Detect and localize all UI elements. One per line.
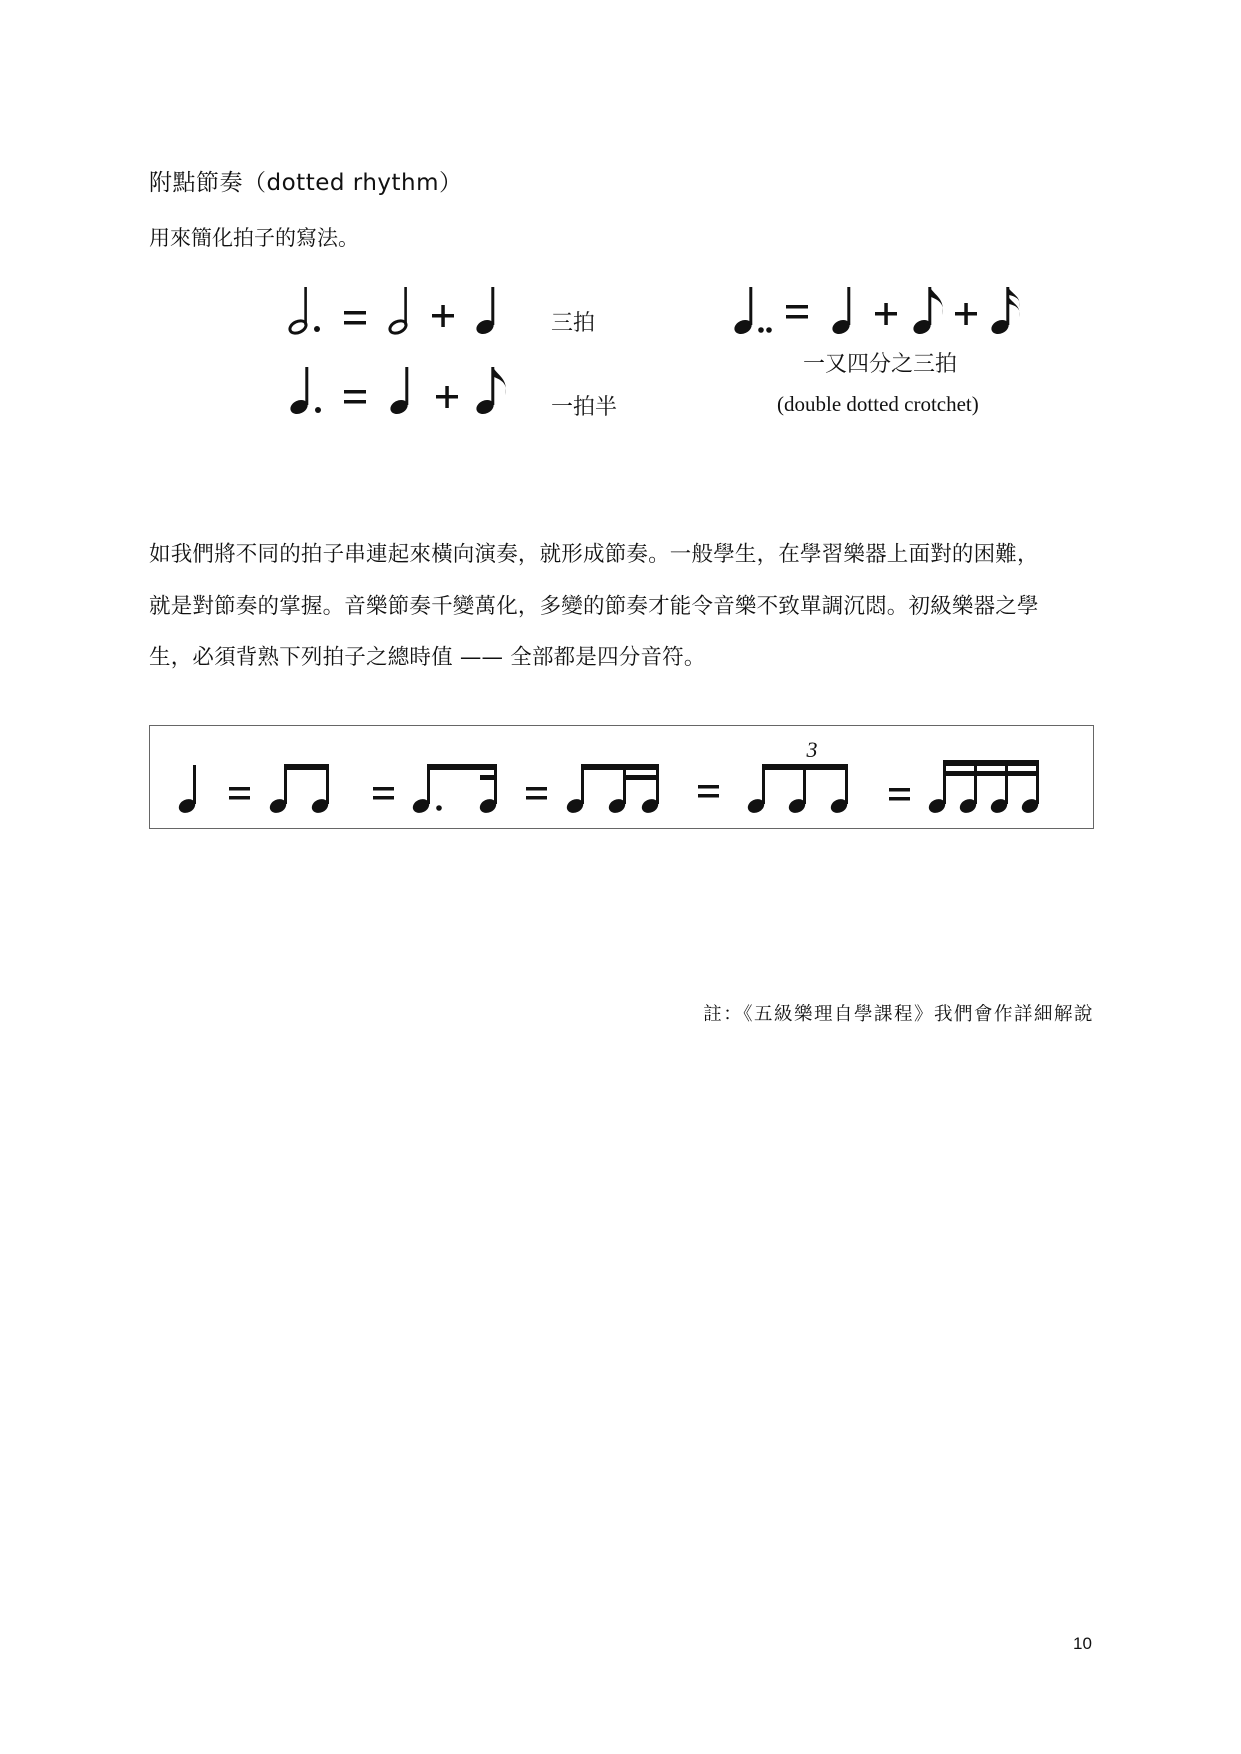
- dotted-crotchet-label: 一拍半: [551, 395, 618, 420]
- plus-sign: [432, 305, 454, 327]
- equals-sign: [373, 787, 394, 800]
- quaver-two-semiquavers: [565, 764, 661, 815]
- section-heading: 附點節奏（dotted rhythm）: [149, 170, 463, 196]
- dotted-minim-note: [288, 287, 320, 336]
- double-dotted-crotchet-note: [732, 287, 772, 337]
- plus-sign: [436, 386, 458, 408]
- crotchet-note: [177, 765, 198, 815]
- dotted-crotchet-note: [288, 367, 321, 417]
- equals-sign: [698, 785, 719, 798]
- crotchet-note: [474, 287, 496, 337]
- dotted-quaver-semiquaver: [411, 764, 499, 815]
- rhythm-equivalence-box: [149, 725, 1094, 829]
- crotchet-note: [830, 287, 852, 337]
- quaver-note: [911, 287, 943, 337]
- paragraph-line-2: 就是對節奏的掌握。音樂節奏千變萬化，多變的節奏才能令音樂不致單調沉悶。初級樂器之學: [149, 594, 1039, 619]
- equals-sign: [344, 311, 366, 325]
- quaver-note: [474, 367, 506, 417]
- page-number: 10: [1073, 1634, 1092, 1653]
- equals-sign: [526, 787, 547, 800]
- plus-sign: [955, 303, 977, 325]
- equals-sign: [344, 390, 366, 404]
- two-quavers: [268, 764, 331, 815]
- minim-note: [388, 287, 408, 336]
- equals-sign: [786, 305, 808, 319]
- footnote: 註：《五級樂理自學課程》我們會作詳細解說: [703, 1004, 1094, 1025]
- dotted-minim-label: 三拍: [551, 311, 596, 336]
- double-dotted-english-label: (double dotted crotchet): [777, 392, 979, 416]
- paragraph-line-3: 生，必須背熟下列拍子之總時值 —— 全部都是四分音符。: [149, 645, 706, 670]
- intro-text: 用來簡化拍子的寫法。: [149, 226, 359, 250]
- crotchet-note: [388, 367, 410, 417]
- rhythm-equivalence-notation: [150, 726, 1095, 830]
- dotted-rhythm-equations: [0, 280, 1241, 440]
- semiquaver-note: [989, 287, 1020, 337]
- plus-sign: [875, 303, 897, 325]
- four-semiquavers: [927, 760, 1041, 815]
- triplet-mark: 3: [806, 737, 818, 762]
- paragraph-line-1: 如我們將不同的拍子串連起來橫向演奏，就形成節奏。一般學生，在學習樂器上面對的困難，: [149, 542, 1039, 567]
- triplet-quavers: [746, 764, 850, 815]
- double-dotted-label: 一又四分之三拍: [803, 352, 958, 377]
- equals-sign: [229, 787, 250, 800]
- equals-sign: [889, 788, 910, 801]
